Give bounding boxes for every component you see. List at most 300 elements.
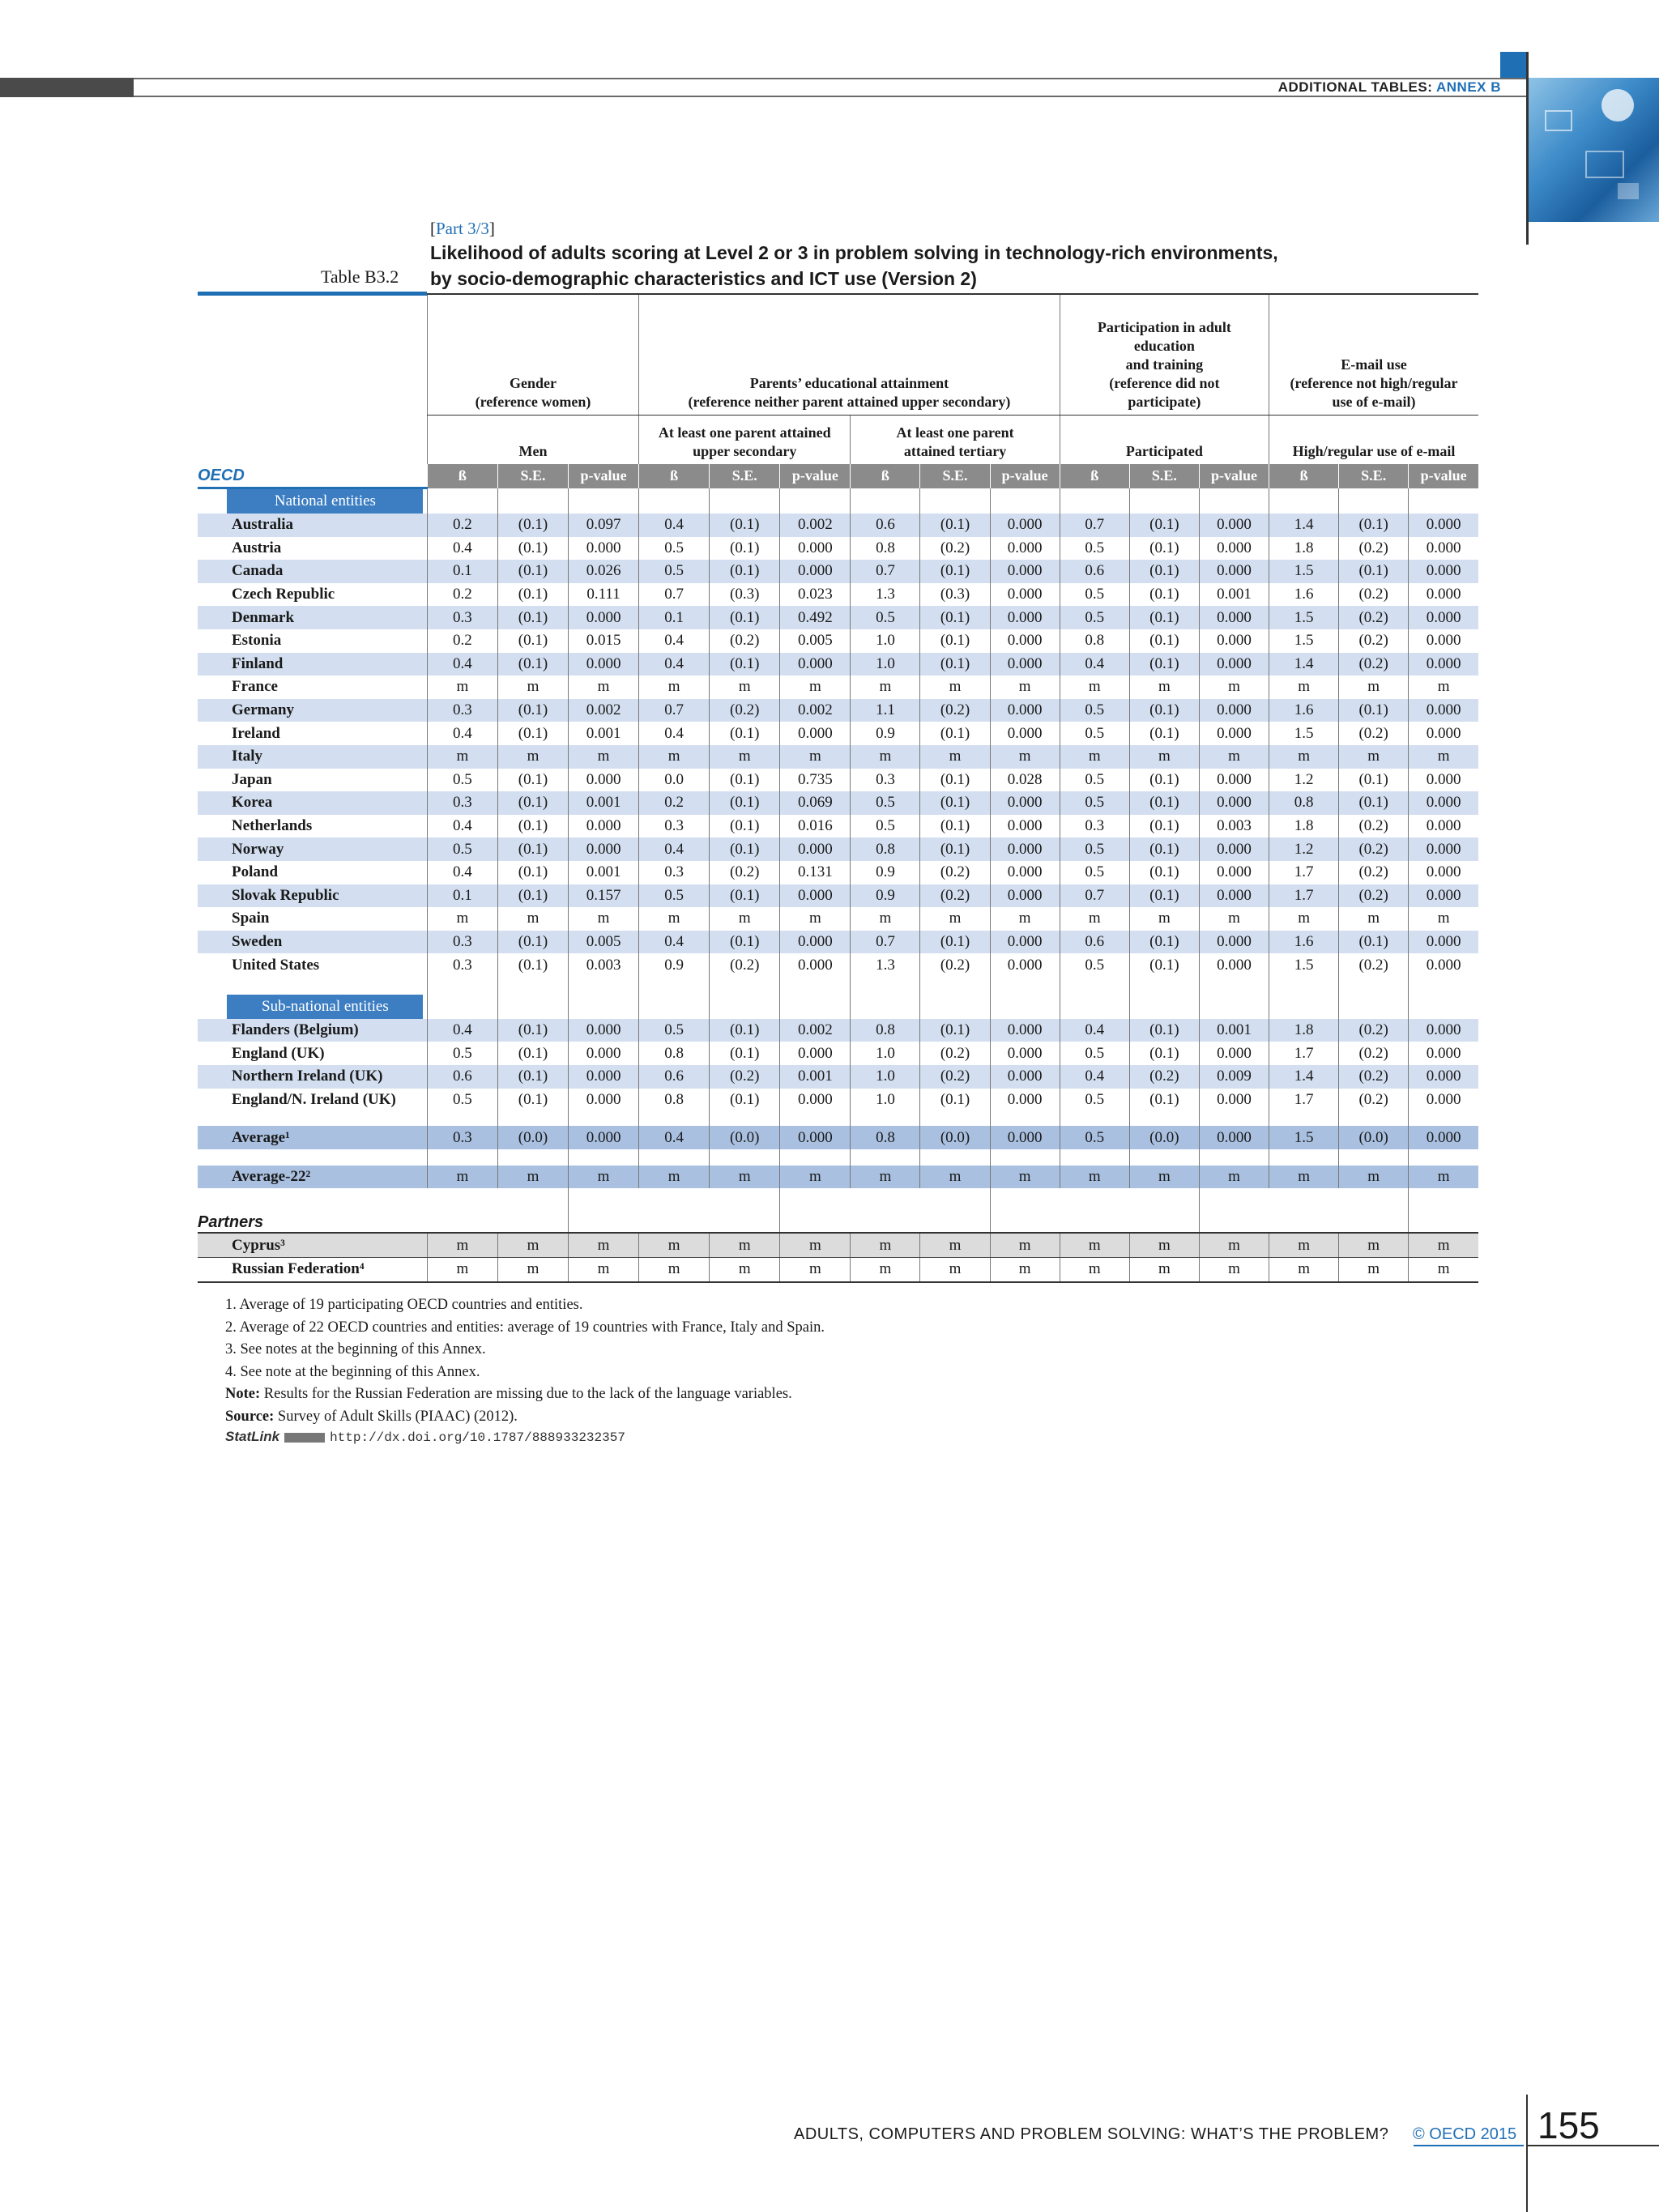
- table-cell: (0.2): [1339, 583, 1409, 607]
- spacer-cell: [1409, 1111, 1478, 1126]
- table-row: [198, 1089, 1478, 1112]
- table-cell: 0.6: [639, 1065, 710, 1089]
- table-cell: 0.1: [427, 884, 497, 908]
- table-title-line1: Likelihood of adults scoring at Level 2 or 3 in problem solving in technology-rich environments,: [430, 242, 1278, 263]
- table-cell: 0.000: [780, 722, 851, 745]
- table-cell: 0.000: [569, 606, 639, 629]
- table-cell: m: [1339, 745, 1409, 769]
- table-cell: (0.1): [1129, 931, 1199, 954]
- table-cell: (0.2): [920, 1065, 990, 1089]
- table-cell: m: [1199, 907, 1269, 931]
- spacer-cell: [497, 977, 568, 995]
- table-cell: 0.000: [1409, 699, 1478, 722]
- table-cell: 0.000: [1409, 1065, 1478, 1089]
- table-cell: m: [780, 1233, 851, 1257]
- empty-cell: [920, 995, 990, 1019]
- table-cell: 0.3: [427, 931, 497, 954]
- table-cell: (0.1): [497, 653, 568, 676]
- empty-cell: [427, 488, 497, 514]
- table-cell: (0.1): [710, 1019, 780, 1042]
- table-cell: 0.000: [780, 1042, 851, 1065]
- table-cell: (0.1): [497, 537, 568, 560]
- table-row: [198, 1126, 1478, 1149]
- row-label: Ireland: [232, 724, 280, 742]
- empty-cell: [1129, 1188, 1199, 1233]
- spacer-cell: [1060, 1111, 1129, 1126]
- subgroup-men: Men: [427, 416, 638, 465]
- table-cell: (0.1): [920, 560, 990, 583]
- table-cell: 0.2: [427, 583, 497, 607]
- part-bracket-open: [: [430, 219, 436, 238]
- group-participation: Participation in adult education and training (reference did not participate): [1060, 295, 1269, 416]
- column-header: S.E.: [920, 464, 990, 488]
- table-cell: 0.002: [569, 699, 639, 722]
- table-cell: 0.000: [1199, 931, 1269, 954]
- table-cell: 1.5: [1269, 953, 1339, 977]
- table-cell: 0.000: [990, 722, 1060, 745]
- section-label: Sub-national entities: [227, 995, 423, 1019]
- table-cell: m: [1409, 1233, 1478, 1257]
- table-cell: (0.1): [920, 769, 990, 792]
- corner-cell: [198, 295, 427, 416]
- table-cell: 0.8: [851, 837, 920, 861]
- row-label: Finland: [198, 653, 427, 676]
- row-label: Japan: [232, 770, 272, 788]
- spacer-cell: [1269, 1111, 1339, 1126]
- empty-cell: [1269, 1188, 1339, 1233]
- spacer-cell: [780, 1111, 851, 1126]
- table-cell: m: [1339, 1258, 1409, 1282]
- table-cell: 1.0: [851, 1089, 920, 1112]
- table-cell: 0.111: [569, 583, 639, 607]
- table-cell: (0.1): [1339, 514, 1409, 537]
- table-row: [198, 1258, 1478, 1282]
- table-cell: (0.3): [710, 583, 780, 607]
- subgroup-tertiary: At least one parent attained tertiary: [851, 416, 1060, 465]
- table-cell: m: [920, 676, 990, 699]
- table-cell: m: [851, 676, 920, 699]
- table-cell: m: [1199, 745, 1269, 769]
- table-row: [198, 884, 1478, 908]
- table-cell: m: [780, 676, 851, 699]
- column-header: S.E.: [710, 464, 780, 488]
- table-row: [198, 837, 1478, 861]
- spacer-cell: [990, 977, 1060, 995]
- table-cell: 0.7: [851, 931, 920, 954]
- empty-cell: [427, 995, 497, 1019]
- column-header: p-value: [990, 464, 1060, 488]
- empty-cell: [1409, 995, 1478, 1019]
- empty-cell: [497, 488, 568, 514]
- table-cell: 1.4: [1269, 653, 1339, 676]
- table-cell: m: [569, 907, 639, 931]
- empty-cell: [990, 1188, 1060, 1233]
- table-cell: 0.000: [1409, 537, 1478, 560]
- table-cell: m: [1269, 676, 1339, 699]
- table-cell: 0.3: [851, 769, 920, 792]
- table-cell: 0.000: [1199, 629, 1269, 653]
- table-id: Table B3.2: [321, 266, 399, 287]
- table-cell: 0.000: [1409, 861, 1478, 884]
- section-header-cell: [198, 995, 427, 1019]
- empty-cell: [920, 488, 990, 514]
- table-cell: m: [497, 907, 568, 931]
- spacer-cell: [780, 977, 851, 995]
- table-cell: (0.1): [497, 514, 568, 537]
- table-cell: 0.000: [569, 537, 639, 560]
- empty-cell: [1269, 488, 1339, 514]
- spacer-cell: [569, 1149, 639, 1166]
- footer-vertical-rule: [1526, 2095, 1528, 2212]
- table-cell: (0.2): [1339, 953, 1409, 977]
- table-cell: m: [1339, 676, 1409, 699]
- table-cell: m: [920, 1233, 990, 1257]
- table-cell: m: [639, 1233, 710, 1257]
- table-cell: 0.000: [1409, 837, 1478, 861]
- table-cell: 0.000: [1409, 791, 1478, 815]
- table-cell: m: [920, 1166, 990, 1189]
- table-cell: m: [1409, 676, 1478, 699]
- table-cell: 0.5: [1060, 606, 1129, 629]
- table-cell: 1.3: [851, 583, 920, 607]
- row-label: Northern Ireland (UK): [198, 1065, 427, 1089]
- table-cell: (0.1): [497, 1089, 568, 1112]
- table-cell: (0.1): [497, 560, 568, 583]
- table-cell: (0.1): [497, 953, 568, 977]
- spacer-cell: [639, 1111, 710, 1126]
- table-cell: (0.2): [1129, 1065, 1199, 1089]
- table-cell: 0.000: [1199, 653, 1269, 676]
- table-cell: 0.8: [1060, 629, 1129, 653]
- table-cell: m: [1129, 1233, 1199, 1257]
- table-cell: 1.5: [1269, 629, 1339, 653]
- table-cell: 1.3: [851, 953, 920, 977]
- table-cell: m: [427, 907, 497, 931]
- table-cell: (0.2): [1339, 653, 1409, 676]
- table-cell: 0.000: [1409, 1089, 1478, 1112]
- table-row: [198, 953, 1478, 977]
- table-cell: (0.1): [1129, 815, 1199, 838]
- table-cell: 0.3: [427, 953, 497, 977]
- table-cell: m: [920, 907, 990, 931]
- table-cell: 0.000: [1199, 791, 1269, 815]
- section-label: National entities: [227, 489, 423, 514]
- table-cell: m: [427, 676, 497, 699]
- empty-cell: [780, 1188, 851, 1233]
- table-cell: 0.000: [990, 1019, 1060, 1042]
- table-cell: 0.000: [1409, 583, 1478, 607]
- table-cell: m: [497, 676, 568, 699]
- row-label: Poland: [232, 863, 279, 881]
- table-cell: 0.002: [780, 1019, 851, 1042]
- table-cell: 0.8: [639, 1089, 710, 1112]
- table-cell: 0.000: [990, 537, 1060, 560]
- table-cell: (0.2): [710, 699, 780, 722]
- table-cell: m: [710, 1258, 780, 1282]
- table-cell: m: [1339, 907, 1409, 931]
- spacer-cell: [1409, 977, 1478, 995]
- table-cell: 0.000: [990, 699, 1060, 722]
- table-cell: m: [1060, 907, 1129, 931]
- table-cell: (0.1): [1129, 837, 1199, 861]
- table-cell: 0.002: [780, 699, 851, 722]
- table-cell: 0.002: [780, 514, 851, 537]
- table-cell: 0.000: [569, 1126, 639, 1149]
- table-cell: m: [710, 1166, 780, 1189]
- table-cell: m: [569, 745, 639, 769]
- table-row: [198, 629, 1478, 653]
- table-cell: 0.5: [1060, 722, 1129, 745]
- empty-cell: [780, 995, 851, 1019]
- table-row: [198, 1065, 1478, 1089]
- spacer-cell: [990, 1111, 1060, 1126]
- table-cell: 0.000: [1409, 769, 1478, 792]
- table-row: [198, 745, 1478, 769]
- row-label: Canada: [198, 560, 427, 583]
- table-cell: (0.1): [1129, 514, 1199, 537]
- table-cell: (0.1): [497, 583, 568, 607]
- column-header: ß: [1060, 464, 1129, 488]
- table-cell: 1.7: [1269, 1042, 1339, 1065]
- table-cell: 0.6: [851, 514, 920, 537]
- statlink-url[interactable]: http://dx.doi.org/10.1787/888933232357: [330, 1430, 625, 1445]
- table-cell: 0.028: [990, 769, 1060, 792]
- table-cell: (0.1): [920, 514, 990, 537]
- table-cell: 0.8: [639, 1042, 710, 1065]
- spacer-cell: [710, 1149, 780, 1166]
- row-label: Germany: [198, 699, 427, 722]
- table-cell: m: [1269, 1258, 1339, 1282]
- table-cell: m: [497, 1233, 568, 1257]
- table-cell: 1.4: [1269, 1065, 1339, 1089]
- table-cell: (0.1): [497, 699, 568, 722]
- corner-cell: [198, 416, 427, 465]
- table-cell: (0.1): [710, 1042, 780, 1065]
- table-cell: 0.000: [780, 560, 851, 583]
- table-cell: (0.1): [710, 1089, 780, 1112]
- table-cell: 0.492: [780, 606, 851, 629]
- table-cell: 0.000: [1199, 537, 1269, 560]
- table-cell: (0.2): [1339, 1065, 1409, 1089]
- table-cell: 0.7: [851, 560, 920, 583]
- table-cell: m: [1129, 907, 1199, 931]
- empty-cell: [1199, 488, 1269, 514]
- header-photo: [1529, 78, 1659, 222]
- table-cell: 0.000: [1409, 1126, 1478, 1149]
- table-cell: 0.8: [851, 1019, 920, 1042]
- empty-cell: [1339, 488, 1409, 514]
- annex-prefix: ADDITIONAL TABLES:: [1277, 79, 1436, 95]
- table-cell: (0.1): [1339, 931, 1409, 954]
- partners-header-row: [198, 1188, 1478, 1233]
- table-cell: (0.2): [710, 861, 780, 884]
- table-cell: 0.000: [990, 1065, 1060, 1089]
- spacer-cell: [1199, 1149, 1269, 1166]
- spacer-cell: [427, 1149, 497, 1166]
- table-cell: 0.2: [427, 514, 497, 537]
- table-cell: 0.000: [1199, 861, 1269, 884]
- spacer-cell: [780, 1149, 851, 1166]
- table-cell: 1.5: [1269, 560, 1339, 583]
- table-cell: 1.0: [851, 1065, 920, 1089]
- table-cell: m: [1409, 907, 1478, 931]
- table-cell: (0.3): [920, 583, 990, 607]
- table-cell: 0.5: [427, 1089, 497, 1112]
- table-cell: 0.000: [1199, 1126, 1269, 1149]
- subgroup-upper-secondary: At least one parent attained upper secondary: [639, 416, 851, 465]
- table-cell: 0.000: [990, 953, 1060, 977]
- table-row: [198, 907, 1478, 931]
- table-cell: (0.1): [1129, 629, 1199, 653]
- blue-square-marker: [1500, 52, 1526, 78]
- table-cell: m: [990, 676, 1060, 699]
- empty-cell: [710, 488, 780, 514]
- spacer-cell: [1060, 977, 1129, 995]
- table-cell: 0.000: [780, 931, 851, 954]
- table-cell: (0.1): [1129, 1089, 1199, 1112]
- statlink-label: StatLink: [225, 1429, 280, 1444]
- empty-cell: [497, 995, 568, 1019]
- statlink[interactable]: [225, 1429, 625, 1445]
- table-cell: 0.3: [639, 815, 710, 838]
- table-cell: 0.000: [990, 1042, 1060, 1065]
- table-cell: 0.5: [639, 884, 710, 908]
- table-cell: 0.6: [1060, 560, 1129, 583]
- table-cell: (0.1): [1129, 560, 1199, 583]
- table-cell: 0.000: [1199, 884, 1269, 908]
- table-cell: m: [920, 1258, 990, 1282]
- table-row: [198, 537, 1478, 560]
- table-cell: (0.1): [710, 791, 780, 815]
- table-cell: m: [1269, 1233, 1339, 1257]
- empty-cell: [1199, 995, 1269, 1019]
- table-cell: 0.4: [427, 537, 497, 560]
- table-cell: m: [990, 1258, 1060, 1282]
- table-cell: (0.1): [1129, 653, 1199, 676]
- empty-cell: [639, 488, 710, 514]
- table-cell: 0.5: [1060, 861, 1129, 884]
- table-row: [198, 699, 1478, 722]
- table-cell: 0.5: [1060, 537, 1129, 560]
- row-label: Slovak Republic: [198, 884, 427, 908]
- table-cell: m: [639, 907, 710, 931]
- table-cell: (0.1): [1129, 1042, 1199, 1065]
- table-cell: (0.1): [920, 722, 990, 745]
- table-cell: (0.1): [710, 653, 780, 676]
- table-cell: (0.1): [497, 629, 568, 653]
- spacer-cell: [1129, 1149, 1199, 1166]
- table-cell: (0.1): [920, 653, 990, 676]
- subgroup-email-high: High/regular use of e-mail: [1269, 416, 1478, 465]
- table-row: [198, 560, 1478, 583]
- table-cell: (0.1): [710, 514, 780, 537]
- table-row: [198, 676, 1478, 699]
- table-cell: 0.001: [1199, 1019, 1269, 1042]
- table-cell: m: [1199, 1166, 1269, 1189]
- table-cell: 0.000: [990, 583, 1060, 607]
- table-cell: (0.1): [1129, 699, 1199, 722]
- table-row: [198, 653, 1478, 676]
- table-cell: (0.2): [1339, 537, 1409, 560]
- table-cell: 0.000: [1409, 953, 1478, 977]
- spacer-cell: [497, 1149, 568, 1166]
- note-general: Note: Results for the Russian Federation are missing due to the lack of the language variables.: [225, 1386, 792, 1402]
- empty-cell: [1199, 1188, 1269, 1233]
- table-cell: m: [920, 745, 990, 769]
- table-cell: 0.000: [1409, 514, 1478, 537]
- table-cell: 1.5: [1269, 606, 1339, 629]
- table-cell: 1.8: [1269, 537, 1339, 560]
- table-cell: 0.000: [569, 1019, 639, 1042]
- row-label: Italy: [198, 745, 427, 769]
- spacer-cell: [1199, 1111, 1269, 1126]
- partners-label: Partners: [198, 1188, 427, 1233]
- table-cell: 0.5: [851, 791, 920, 815]
- table-cell: 0.3: [427, 1126, 497, 1149]
- table-cell: m: [851, 1233, 920, 1257]
- table-cell: 0.8: [851, 1126, 920, 1149]
- empty-cell: [1060, 1188, 1129, 1233]
- table-row: [198, 606, 1478, 629]
- table-cell: 0.9: [639, 953, 710, 977]
- annex-label: [1278, 79, 1501, 96]
- page-number: 155: [1537, 2104, 1600, 2146]
- table-cell: m: [639, 676, 710, 699]
- table-cell: m: [1060, 1166, 1129, 1189]
- table-cell: 0.5: [1060, 1089, 1129, 1112]
- table-cell: (0.2): [920, 953, 990, 977]
- note-3: 3. See notes at the beginning of this Annex.: [225, 1341, 486, 1357]
- table-cell: (0.1): [710, 560, 780, 583]
- table-cell: 0.000: [1199, 837, 1269, 861]
- table-cell: 0.3: [1060, 815, 1129, 838]
- table-cell: 0.8: [851, 537, 920, 560]
- table-cell: 0.7: [639, 583, 710, 607]
- table-cell: (0.2): [710, 1065, 780, 1089]
- table-cell: (0.1): [1339, 791, 1409, 815]
- table-cell: m: [851, 745, 920, 769]
- table-cell: (0.2): [1339, 1042, 1409, 1065]
- table-cell: 0.5: [851, 606, 920, 629]
- table-cell: 0.000: [780, 1089, 851, 1112]
- spacer-cell: [920, 1149, 990, 1166]
- table-cell: m: [780, 745, 851, 769]
- spacer-cell: [198, 1149, 427, 1166]
- table-cell: 0.015: [569, 629, 639, 653]
- table-cell: (0.2): [1339, 629, 1409, 653]
- table-cell: 0.000: [569, 815, 639, 838]
- column-header: S.E.: [497, 464, 568, 488]
- table-cell: 0.4: [427, 722, 497, 745]
- statlink-icon: [284, 1433, 325, 1443]
- table-cell: (0.1): [497, 606, 568, 629]
- table-cell: (0.1): [920, 606, 990, 629]
- header-rule-bottom: [134, 96, 1527, 97]
- table-cell: m: [1129, 1166, 1199, 1189]
- empty-cell: [780, 488, 851, 514]
- table-row: [198, 583, 1478, 607]
- table-cell: (0.1): [710, 769, 780, 792]
- table-cell: m: [1129, 1258, 1199, 1282]
- row-label: England/N. Ireland (UK): [232, 1090, 396, 1108]
- table-cell: m: [639, 1258, 710, 1282]
- spacer-cell: [1339, 977, 1409, 995]
- table-cell: (0.1): [497, 931, 568, 954]
- annex-accent: ANNEX B: [1435, 79, 1501, 95]
- table-cell: (0.1): [497, 722, 568, 745]
- table-cell: 1.0: [851, 629, 920, 653]
- table-cell: m: [639, 745, 710, 769]
